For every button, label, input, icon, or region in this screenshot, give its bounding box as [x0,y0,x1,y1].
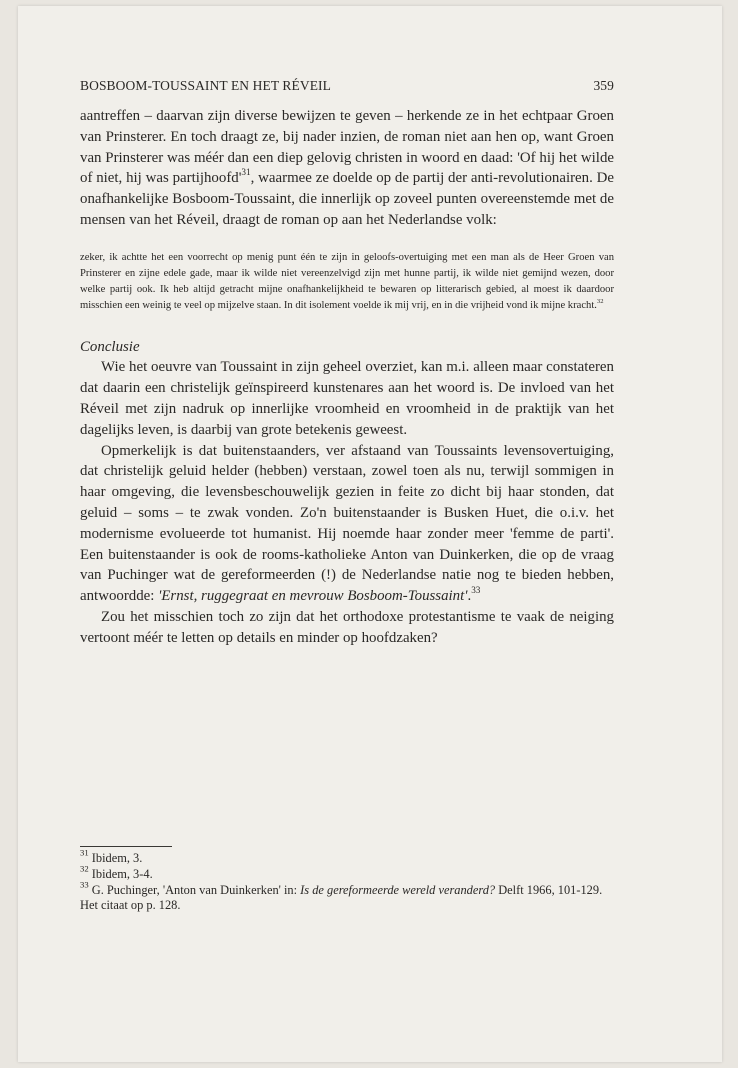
footnote-number: 33 [80,879,89,890]
footnote-number: 32 [80,863,89,874]
footnote-text-end: Delft 1966, 101-129. Het citaat op p. 128. [80,882,603,913]
footnote-text: Ibidem, 3. [91,851,143,865]
footnote-divider [80,846,172,847]
block-quote-text: zeker, ik achtte het een voorrecht op menig punt één te zijn in geloofs-overtuiging met een man als de Heer Groen van Prinsterer en zijne edele gade, maar ik wilde niet vereenzelvigd zijn met hunne partij, ik wilde niet gemijnd wezen, door welke partij ook. Ik heb altijd getracht mijne onafhankelijkheid te bewaren op litterarisch gebied, al moest ik daardoor misschien een weinig te veel op mijzelve staan. In dit isolement voelde ik mij vrij, en in die vrijheid vond ik mijne kracht. [80,251,614,312]
paragraph-4: Zou het misschien toch zo zijn dat het orthodoxe protestantisme te vaak de neiging vertoont méér te letten op details en minder op hoofdzaken? [80,608,614,646]
paragraph-1 [80,106,614,231]
footnote-33 [80,879,614,915]
section-heading: Conclusie [80,338,140,355]
footnote-31 [80,847,614,867]
paragraph-3 [80,441,614,607]
footnote-ref-32[interactable]: 32 [596,298,604,306]
page-content [80,78,614,649]
block-quote [80,250,614,315]
paragraph-3-text-b: . [467,588,472,605]
footnote-title: Is de gereformeerde wereld veranderd? [300,882,496,897]
footnote-text: G. Puchinger, 'Anton van Duinkerken' in: [91,882,301,897]
paragraph-3-text-a: Opmerkelijk is dat buitenstaanders, ver afstaand van Toussaints levensovertuiging, dat christelijk geluid helder (hebben) verstaan, zowel toen als nu, terwijl sommigen in haar omgeving, die levensbeschouwelijk gezien in feite zo dicht bij haar stonden, dat geluid – soms – te zwak vonden. Zo'n buitenstaander is Busken Huet, die o.i.v. het modernisme evolueerde tot humanist. Hij noemde haar zonder meer 'femme de parti'. Een buitenstaander is ook de rooms-katholieke Anton van Duinkerken, die op de vraag van Puchinger wat de gereformeerden (!) de Nederlandse natie nog te bieden hebben, antwoordde: [80,442,614,605]
paragraph-3-quote: 'Ernst, ruggegraat en mevrouw Bosboom-Toussaint' [158,588,468,605]
footnote-number: 31 [80,847,89,858]
running-title: BOSBOOM-TOUSSAINT EN HET RÉVEIL [80,78,331,93]
paragraph-1-text-a: aantreffen – daarvan zijn diverse bewijzen te geven – herkende ze in het echtpaar Groen van Prinsterer. En toch draagt ze, bij nader inzien, de roman niet aan hen op, want Groen van Prinsterer was méér dan een diep gelovig christen in woord en daad: 'Of hij het wilde of niet, hij was partijhoofd' [80,108,614,187]
footnote-32 [80,863,614,883]
footnote-text: Ibidem, 3-4. [91,866,153,881]
page-number: 359 [593,78,614,93]
running-header [80,78,614,94]
footnotes [80,846,614,914]
footnote-ref-31[interactable]: 31 [241,167,251,178]
paragraph-1-text-b: , waarmee ze doelde op de partij der anti-revolutionairen. De onafhankelijke Bosboom-Toussaint, die innerlijk op zoveel punten overeenstemde met de mensen van het Réveil, draagt de roman op aan het Nederlandse volk: [80,170,614,228]
book-page [18,6,722,1062]
footnote-ref-33[interactable]: 33 [471,585,481,596]
paragraph-2: Wie het oeuvre van Toussaint in zijn geheel overziet, kan m.i. alleen maar constateren dat daarin een christelijk geïnspireerd kunstenares aan het woord is. De invloed van het Réveil met zijn nadruk op innerlijke vroomheid en vroomheid in de praktijk van het dagelijks leven, is daarbij van grote betekenis geweest. [80,359,614,438]
